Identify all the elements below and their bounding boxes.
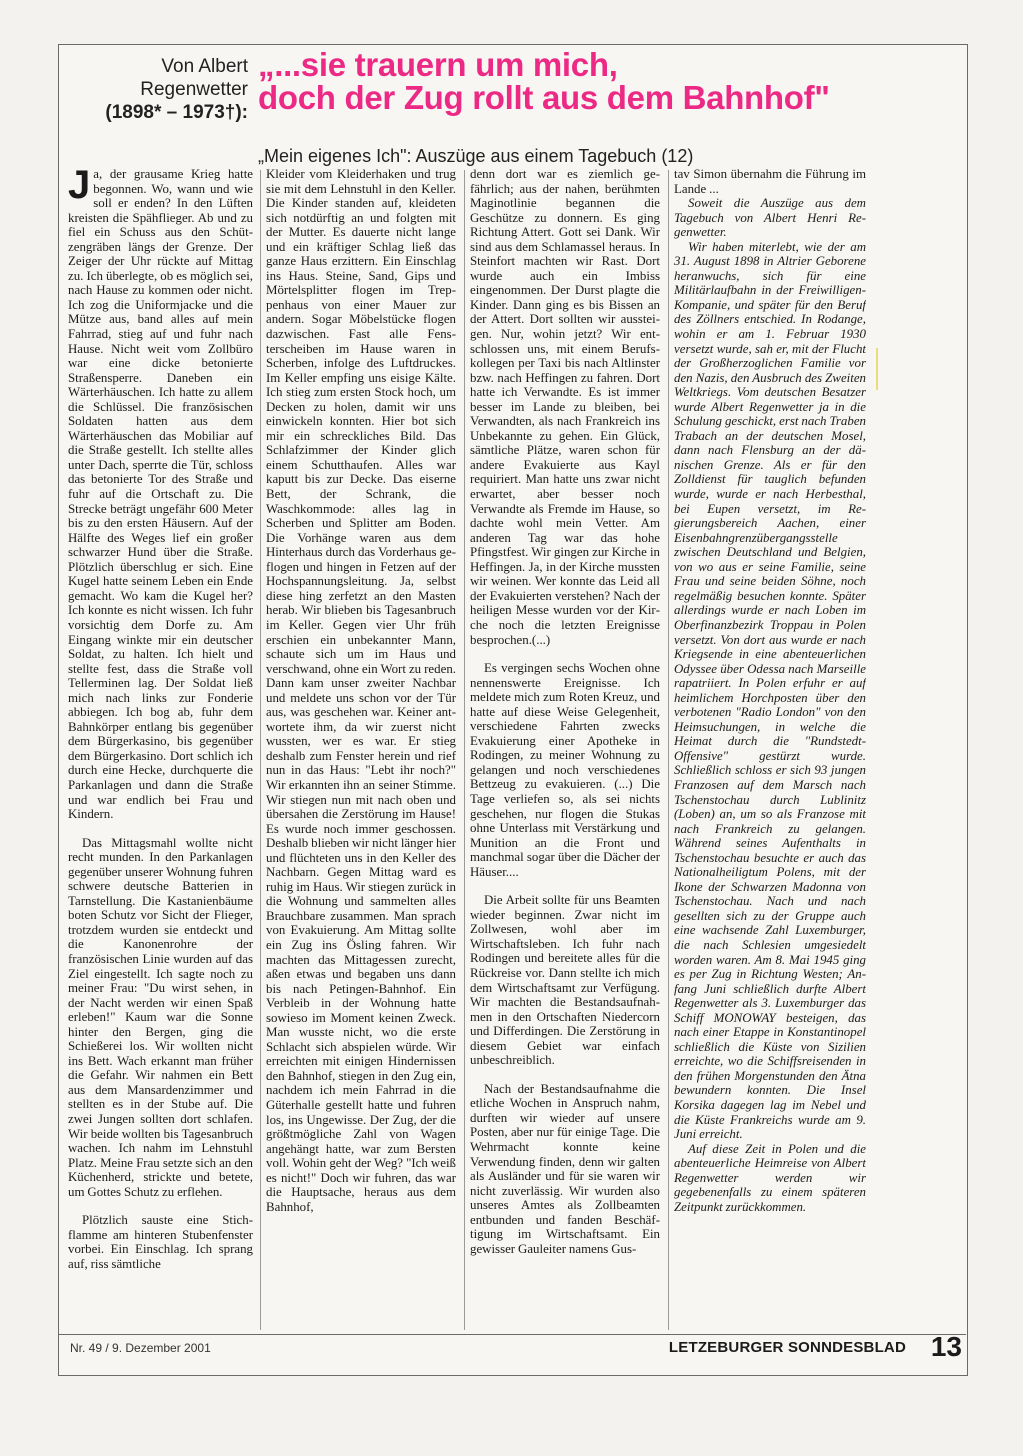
paragraph: Kleider vom Kleiderhaken und trug sie mit dem Lehnstuhl in den Keller. Die Kinder standen auf, kleideten sich notdürftig an und folgten mit der Mutter. Es dauerte nicht lange und ein kräftiger Schlag ließ das ganze Haus erzittern. Ein Einschlag ins Haus. Steine, Sand, Gips und Mörtelsplitter flogen im Treppenhaus von einer Mauer zur andern. Sogar Möbelstücke flogen dazwischen. Fast alle Fensterscheiben im Hause waren in Scherben, infolge des Luftdruckes. Im Keller empfing uns eisige Kälte. Ich stieg zum ersten Stock hoch, um Decken zu holen, damit wir uns einwickeln konnten. Hier bot sich mir ein schreckliches Bild. Das Schlafzimmer der Kinder glich einem Schutthaufen. Alles war kaputt bis zur Decke. Das eiserne Bett, der Schrank, die Waschkommode: alles lag in Scherben und Splitter am Boden. Die Vorhänge waren aus dem Hinterhaus durch das Vorderhaus geflogen und hingen in Fetzen auf der Hochspannungsleitung. Ja, selbst diese hing zerfetzt an den Masten herab. Wir blieben bis Tagesanbruch im Keller. Gegen vier Uhr früh erschien ein unbekannter Mann, schaute sich um im Haus und verschwand, ohne ein Wort zu reden. Dann kam unser zweiter Nachbar und meldete uns schon vor der Tür aus, was geschehen war. Keiner antwortete ihm, da wir zuerst nicht wussten, wer es war. Er stieg deshalb zum Fenster herein und rief nun in das Haus: "Lebt ihr noch?" Wir erkannten ihn an seiner Stimme. Wir stiegen nun mit nach oben und übersahen die Zerstörung im Hause! Es wurde noch immer geschossen. Deshalb blieben wir nicht länger hier und flüchteten uns in den Keller des Nachbarn. Gegen Mittag ward es ruhig im Haus. Wir stiegen zurück in die Wohnung und sammelten alles Brauchbare zusammen. Man sprach von Evakuierung. Am Mittag sollte ein Zug ins Ösling fahren. Wir machten das Mittagessen zurecht, aßen etwas und begaben uns dann bis nach Petingen-Bahnhof. Ein Verbleib in der Wohnung hatte sowieso im Moment keinen Zweck. Man wusste nicht, wo die erste Schlacht sich abspielen würde. Wir erreichten mit einigen Hindernissen den Bahnhof, stiegen in den Zug ein, nachdem ich mein Fahrrad in die Güterhalle gestellt hatte und fuhren los, ins Ungewisse. Der Zug, der die größtmögliche Zahl von Wagen angehängt hatte, war zum Bersten voll. Wohin geht der Weg? "Ich weiß es nicht!" Doch wir fuhren, das war die Hauptsache, heraus aus dem Bahnhof,: [266, 167, 456, 1214]
headline-line-2: doch der Zug rollt aus dem Bahnhof": [258, 79, 830, 116]
byline-line-1: Von Albert: [161, 56, 248, 77]
paragraph: Auf diese Zeit in Polen und die abenteuerliche Heimreise von Albert Regenwetter werden wir gegebenenfalls zu einem späteren Zeitpunkt zurückkommen.: [674, 1141, 866, 1214]
paragraph: Wir haben miterlebt, wie der am 31. August 1898 in Altrier Geborene heranwuchs, sich für eine Militärlaufbahn in der Freiwilligen-Kompanie, und später für den Beruf des Zöllners entschied. In Rodange, wohin er am 1. Februar 1930 versetzt wurde, sah er, mit der Flucht der Großherzoglichen Familie vor den Nazis, den Ausbruch des Zweiten Weltkriegs. Vom deutschen Besatzer wurde Albert Regenwetter ja in die Schulung geschickt, erst nach Traben Trabach an der deutschen Mosel, dann nach Flensburg an der dänischen Grenze. Als er für den Zolldienst für tauglich befunden wurde, wurde er nach Herbesthal, bei Eupen versetzt, im Regierungsbereich Aachen, einer Eisenbahngrenzübergangsstelle zwischen Deutschland und Belgien, von wo aus er seine Familie, seine Frau und seine beiden Söhne, noch regelmäßig besuchen konnte. Später allerdings wurde er nach Loben im Oberfinanzbezirk Troppau in Polen versetzt. Von dort aus wurde er nach Kriegsende in eine abenteuerlichen Odyssee über Odessa nach Marseille rapatriiert. In Polen erfuhr er auf heimlichem Horchposten über den verbotenen "Radio London" von den Heimsuchungen, in welche die Heimat durch die "Rundstedt-Offensive" gestürzt wurde. Schließlich schloss er sich 93 jungen Franzosen auf dem Marsch nach Tschenstochau durch Lublinitz (Loben) an, um so als Franzose mit nach Frankreich zu gelangen. Während seines Aufenthalts in Tschenstochau besuchte er auch das Nationalheiligtum Polens, mit der Ikone der Schwarzen Madonna von Tschenstochau. Nach und nach gesellten sich zu der Gruppe auch eine wachsende Zahl Luxemburger, die nach Schlesien umgesiedelt worden waren. Am 8. Mai 1945 ging es per Zug in Richtung Westen; Anfang Juni schließlich durfte Albert Regenwetter als 3. Luxemburger das Schiff MONOWAY besteigen, das nach einer Etappe in Konstantinopel schließlich die Küste von Sizilien erreichte, wo die Schiffsreisenden in den frühen Morgenstunden den Ätna bewundern konnten. Die Insel Korsika dagegen lag im Nebel und die Küste Frankreichs wurde am 9. Juni erreicht.: [674, 239, 866, 1142]
paragraph: Plötzlich sauste eine Stichflamme am hinteren Stubenfenster vorbei. Ein Einschlag. Ich sprang auf, riss sämtliche: [68, 1213, 253, 1271]
article-column-3: [470, 167, 660, 1332]
byline-line-2: Regenwetter: [140, 79, 248, 100]
article-subtitle: „Mein eigenes Ich": Auszüge aus einem Tagebuch (12): [258, 146, 694, 166]
article-column-2: [266, 167, 456, 1332]
paragraph-text: a, der grausame Krieg hatte begonnen. Wo, wann und wie soll er enden? In den Lüften kreisten die Spähflieger. Ab und zu fiel ein Schuss aus den Schützengräben längs der Grenze. Der Zeiger der Uhr rückte auf Mittag zu. Ich überlegte, ob es möglich sei, nach Hause zu kommen oder nicht. Ich zog die Uniformjacke und die Mütze aus, band alles auf mein Fahrrad, stieg auf und fuhr nach Hause. Nicht weit vom Zollbüro war eine dicke betonierte Straßensperre. Daneben ein Wärterhäuschen. Ich hatte zu allem die Schlüssel. Die französischen Soldaten hatten aus dem Wärterhäuschen das Mobiliar auf die Straße gestellt. Ich stellte alles unter Dach, sperrte die Tür, schloss das betonierte Tor des Straße und fuhr auf die Ortschaft zu. Die Strecke beträgt ungefähr 600 Meter bis zu den ersten Häusern. Auf der Hälfte des Weges lief ein großer schwarzer Hund über die Straße. Plötzlich überschlug er sich. Eine Kugel hatte seinem Leben ein Ende gemacht. Wo kam die Kugel her? Ich konnte es nicht wissen. Ich fuhr vorsichtig dem Dorfe zu. Am Eingang winkte mir ein deutscher Soldat, zu halten. Ich hielt und stellte fest, dass die Straße voll Tellerminen lag. Der Soldat ließ mich nach links zur Fonderie abbiegen. Ich bog ab, fuhr dem Bahnkörper entlang bis gegenüber dem Bürgerkasino, bis gegenüber dem Bürgerkasino. Dort schlich ich durch eine Hecke, durchquerte die Parkanlagen und dann die Straße und war endlich bei Frau und Kindern.: [68, 167, 253, 822]
paragraph: Soweit die Auszüge aus dem Tagebuch von Albert Henri Regenwetter.: [674, 196, 866, 240]
article-column-4: [674, 167, 866, 1332]
paragraph: Nach der Bestandsaufnahme die etliche Wochen in Anspruch nahm, durften wir wieder auf unsere Posten, aber nur für einige Tage. Die Wehrmacht konnte keine Verwendung finden, denn wir galten als Ausländer und für sie waren wir nicht zuverlässig. Wir wurden also unseres Amtes als Zollbeamten entbunden und fanden Beschäftigung im Wirtschaftsamt. Ein gewisser Gauleiter namens Gus-: [470, 1081, 660, 1256]
article-headline: [258, 48, 968, 114]
paragraph: [68, 167, 253, 822]
paragraph: tav Simon übernahm die Führung im Lande ...: [674, 167, 866, 196]
article-body: [68, 167, 958, 1332]
highlighter-mark: [876, 348, 878, 390]
paragraph: Die Arbeit sollte für uns Beamten wieder beginnen. Zwar nicht im Zollwesen, wohl aber im Wirtschaftsleben. Ich fuhr nach Rodingen und bereitete alles für die Rückreise vor. Dann stellte ich mich dem Wirtschaftsamt zur Verfügung. Wir machten die Bestandsaufnahmen in den Ortschaften Niedercorn und Differdingen. Die Zerstörung in diesem Gebiet war einfach unbeschreiblich.: [470, 893, 660, 1068]
paragraph: Das Mittagsmahl wollte nicht recht munden. In den Parkanlagen gegenüber unserer Wohnung fuhren schwere deutsche Batterien in Tarnstellung. Die Kastanienbäume boten Schutz vor Sicht der Flieger, trotzdem wurden sie entdeckt und die Kanonenrohre der französischen Linie wurden auf das Ziel eingestellt. Ich sagte noch zu meiner Frau: "Du wirst sehen, in der Nacht werden wir einen Spaß erleben!" Kaum war die Sonne hinter den Bergen, ging die Schießerei los. Wir wollten nicht ins Bett. Wach erkannt man früher die Gefahr. Wir nahmen ein Bett aus dem Mansardenzimmer und stellten es in der Stube auf. Die zwei Jungen sollten dort schlafen. Wir beide wollten bis Tagesanbruch wachen. Ich nahm im Lehnstuhl Platz. Meine Frau setzte sich an den Küchenherd, strickte und betete, um Gottes Schutz zu erflehen.: [68, 835, 253, 1199]
newspaper-name: LETZEBURGER SONNDESBLAD: [668, 1339, 906, 1356]
author-byline: [70, 55, 248, 124]
paragraph: Es vergingen sechs Wochen ohne nennenswerte Ereignisse. Ich meldete mich zum Roten Kreuz, und hatte auf diese Weise Gelegenheit, verschiedene Fahrten zwecks Evakuierung einer Apotheke in Rodingen, zu meiner Wohnung zu gelangen und noch verschiedenes Bettzeug zu evakuieren. (...) Die Tage verliefen so, als sei nichts geschehen, nur flogen die Stukas ohne Unterlass mit Verstärkung und Munition an die Front und manchmal sogar über die Dächer der Häuser....: [470, 661, 660, 879]
issue-date: Nr. 49 / 9. Dezember 2001: [70, 1341, 211, 1355]
page-number: 13: [930, 1331, 962, 1362]
byline-line-3: (1898* – 1973†):: [105, 102, 248, 123]
drop-cap: J: [68, 167, 91, 207]
paragraph: denn dort war es ziemlich gefährlich; aus der nahen, berühmten Maginotlinie begannen die Geschütze zu donnern. Es ging Richtung Attert. Gott sei Dank. Wir sind aus dem Schlamassel heraus. In Steinfort machten wir Rast. Dort wurde auch ein Imbiss eingenommen. Der Durst plagte die Kinder. Dann ging es bis Bissen an der Attert. Dort sollten wir aussteigen. Nur, wohin jetzt? Wir entschlossen uns, mit einem Berufskollegen per Taxi bis nach Altlinster bzw. nach Heffingen zu fahren. Dort hatte ich Verwandte. Es ist immer besser im Lande zu bleiben, bei Verwandten, als nach Frankreich ins Unbekannte zu gehen. Ein Glück, sämtliche Plätze, waren schon für andere Evakuierte aus Kayl requiriert. Man hatte uns zwar nicht erwartet, aber besser noch Verwandte als Fremde im Hause, so dachte wohl mein Vetter. Am anderen Tag war das hohe Pfingstfest. Wir gingen zur Kirche in Heffingen. Ja, in der Kirche mussten wir weinen. Wer konnte das Leid all der Evakuierten verstehen? Nach der heiligen Messe wurden vor der Kirche noch die letzten Ereignisse besprochen.(...): [470, 167, 660, 647]
headline-line-1: „...sie trauern um mich,: [258, 46, 618, 83]
page-footer: [58, 1331, 966, 1371]
article-column-1: [68, 167, 253, 1332]
